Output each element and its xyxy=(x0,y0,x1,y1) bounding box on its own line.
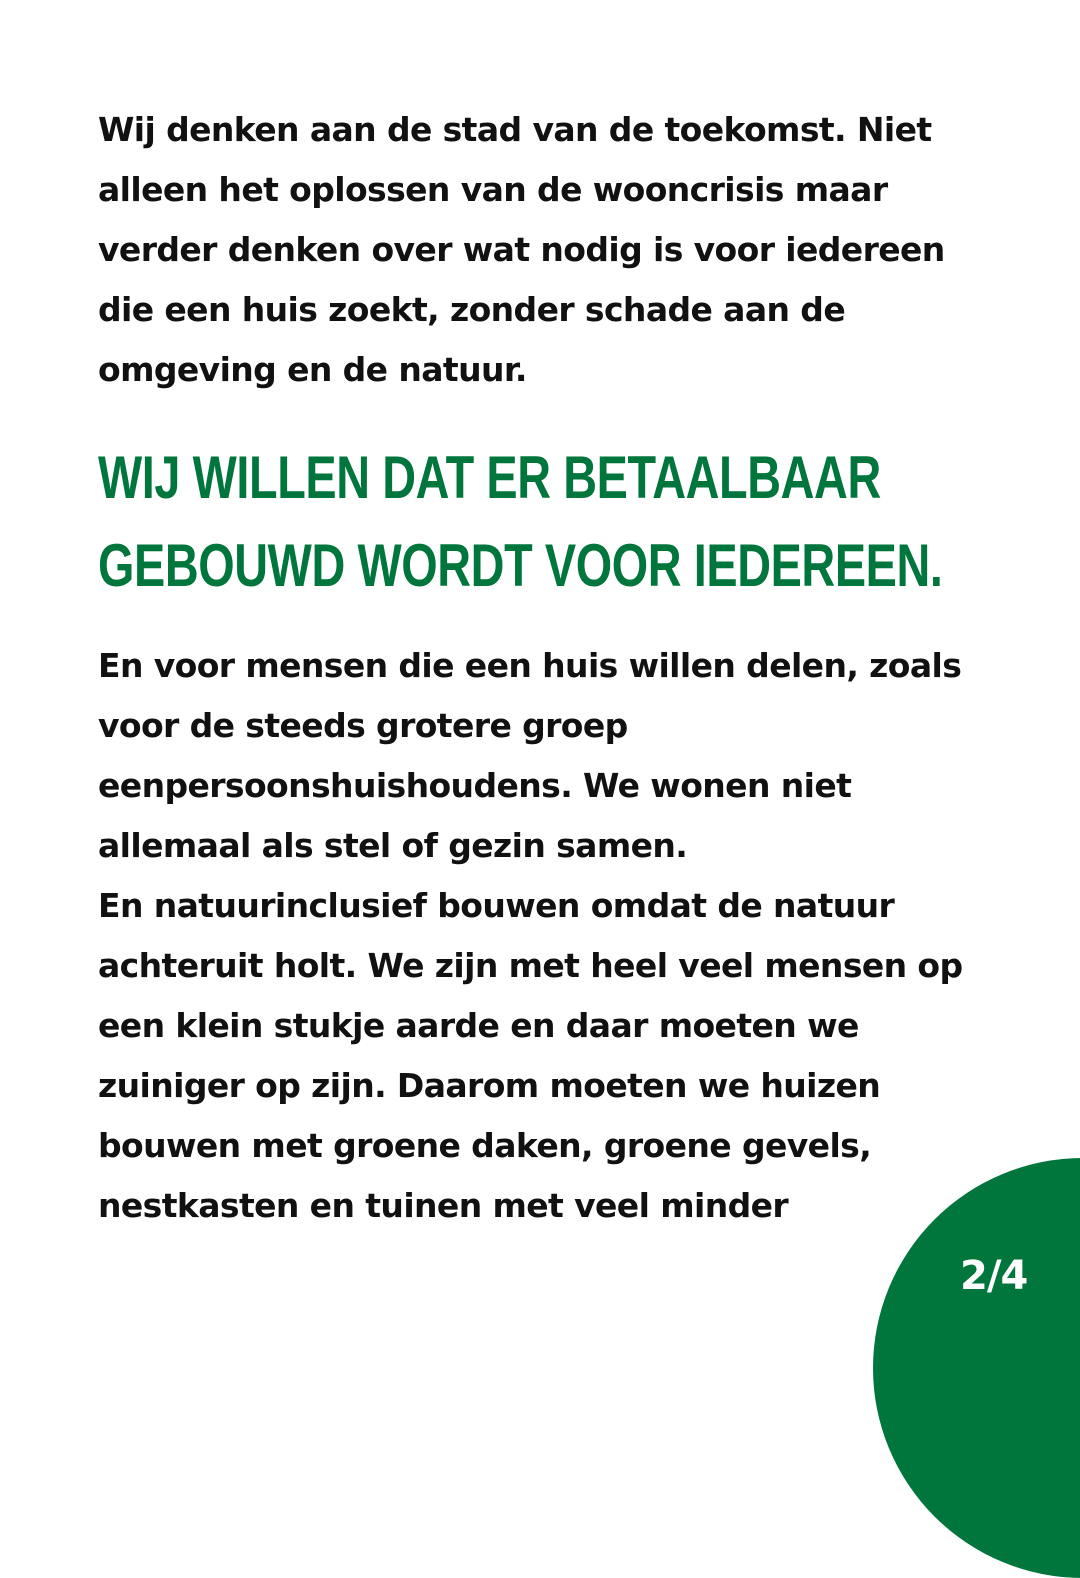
page-indicator: 2/4 xyxy=(960,1253,1028,1299)
body-paragraph: En voor mensen die een huis willen delen, zoals voor de steeds grotere groep eenpersoonshuishoudens. We wonen niet allemaal als stel of gezin samen. En natuurinclusief bouwen omdat de natuur achteruit holt. We zijn met heel veel mensen op een klein stukje aarde en daar moeten we zuiniger op zijn. Daarom moeten we huizen bouwen met groene daken, groene gevels, nestkasten en tuinen met veel minder xyxy=(98,646,963,1225)
intro-paragraph: Wij denken aan de stad van de toekomst. Niet alleen het oplossen van de wooncrisis maar verder denken over wat nodig is voor iedereen die een huis zoekt, zonder schade aan de omgeving en de natuur. xyxy=(98,110,945,389)
headline: WIJ WILLEN DAT ER BETAALBAAR GEBOUWD WORDT VOOR IEDEREEN. xyxy=(98,444,943,599)
slide-content xyxy=(98,100,998,1236)
